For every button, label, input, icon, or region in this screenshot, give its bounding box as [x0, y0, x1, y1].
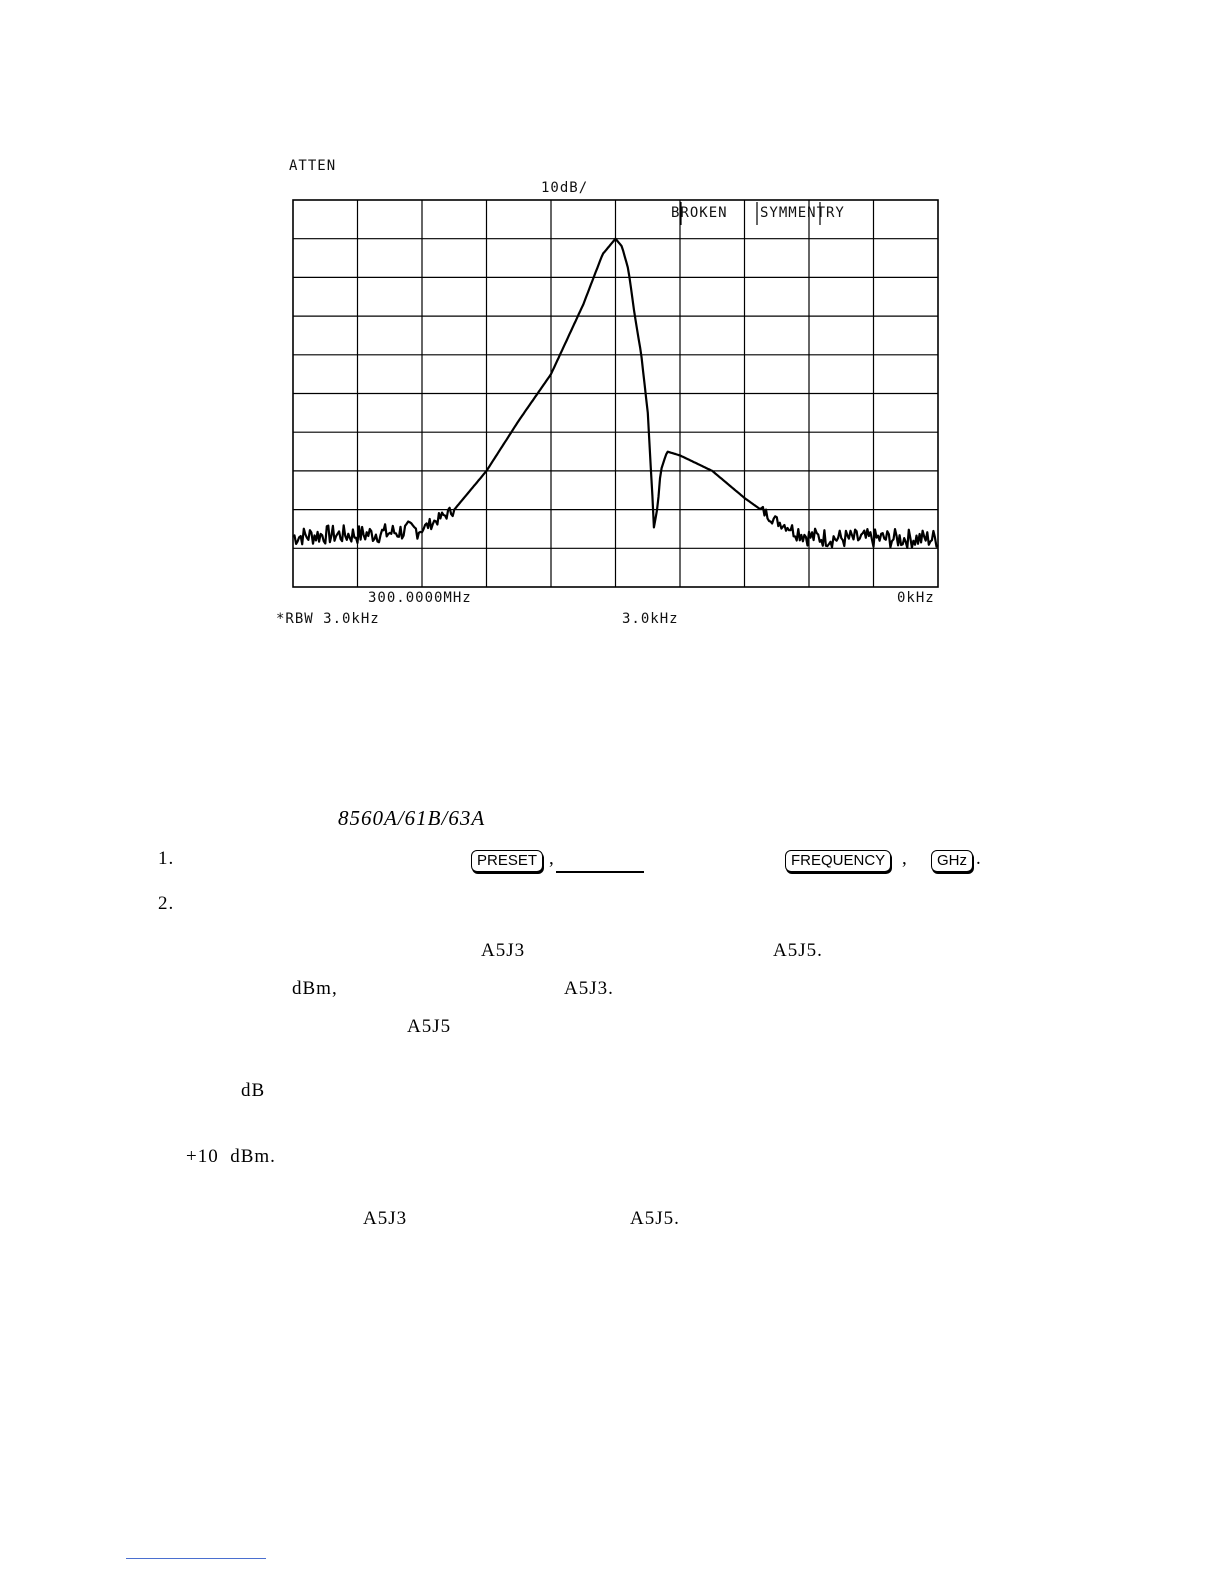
model-number: 8560A/61B/63A	[338, 806, 486, 830]
frequency-key: FREQUENCY	[785, 850, 891, 872]
preset-key: PRESET	[471, 850, 543, 872]
step-1-number: 1.	[158, 848, 175, 869]
comma-1: ,	[549, 848, 555, 869]
connector-ref-a5j5-1: A5J5.	[773, 940, 823, 961]
center-frequency: 300.0000MHz	[368, 590, 472, 606]
rbw-value: *RBW 3.0kHz	[276, 611, 380, 627]
span-value: 0kHz	[897, 590, 935, 606]
connector-ref-a5j3-3: A5J3	[363, 1208, 408, 1229]
underline-blank	[556, 871, 644, 873]
unit-dbm-1: dBm,	[292, 978, 338, 999]
annotation-symmetry: SYMMENTRY	[760, 205, 845, 221]
graticule-grid	[293, 200, 938, 587]
connector-ref-a5j5-3: A5J5.	[630, 1208, 680, 1229]
step-2-number: 2.	[158, 893, 175, 914]
comma-2: ,	[902, 848, 908, 869]
vbw-value: 3.0kHz	[622, 611, 679, 627]
scale-label: 10dB/	[541, 180, 589, 196]
connector-ref-a5j3-2: A5J3.	[564, 978, 614, 999]
connector-ref-a5j5-2: A5J5	[407, 1016, 452, 1037]
level-plus-10-dbm: +10 dBm.	[186, 1146, 276, 1167]
annotation-broken: BROKEN	[671, 205, 728, 221]
atten-label: ATTEN	[289, 158, 337, 174]
footer-rule	[126, 1558, 266, 1559]
ghz-key: GHz	[931, 850, 973, 872]
connector-ref-a5j3-1: A5J3	[481, 940, 526, 961]
period-1: .	[976, 848, 982, 869]
spectrum-analyzer-display	[0, 0, 1224, 640]
unit-db: dB	[241, 1080, 266, 1101]
